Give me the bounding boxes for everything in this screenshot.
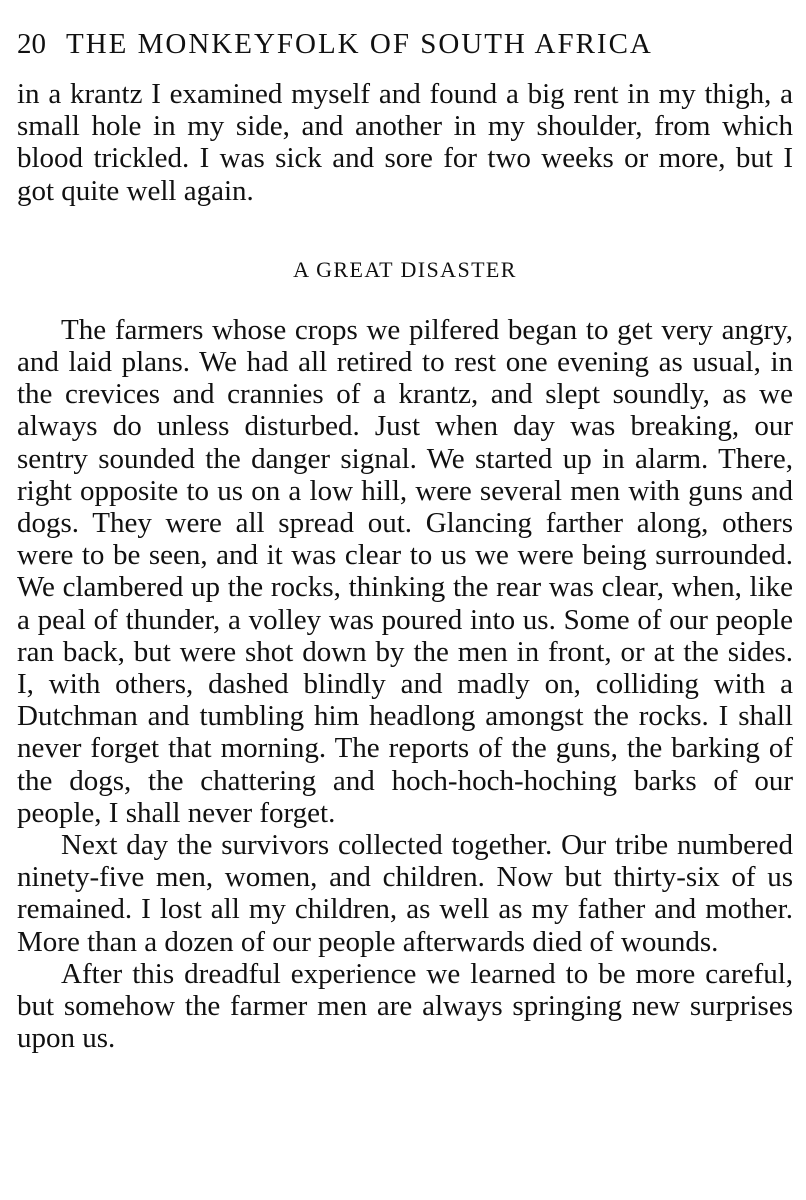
section-heading: A GREAT DISASTER [293,256,517,282]
paragraph-ambush: The farmers whose crops we pilfered began to get very angry, and laid plans. We had all retired to rest one evening as usual, in the crevices and crannies of a krantz, and slept soundly, as we always do unless disturbed. Just when day was breaking, our sentry sounded the danger signal. We started up in alarm. There, right opposite to us on a low hill, were several men with guns and dogs. They were all spread out. Glancing farther along, others were to be seen, and it was clear to us we were being surrounded. We clambered up the rocks, thinking the rear was clear, when, like a peal of thunder, a volley was poured into us. Some of our people ran back, but were shot down by the men in front, or at the sides. I, with others, dashed blindly and madly on, colliding with a Dutchman and tumbling him headlong amongst the rocks. I shall never forget that morning. The reports of the guns, the barking of the dogs, the chattering and hoch-hoch-hoching barks of our people, I shall never forget. [17,313,793,829]
book-page [17,28,793,1054]
paragraph-survivors: Next day the survivors collected together. Our tribe numbered ninety-five men, women, and children. Now but thirty-six of us remained. I lost all my children, as well as my father and mother. More than a dozen of our people afterwards died of wounds. [17,829,793,958]
book-title: THE MONKEYFOLK OF SOUTH AFRICA [66,28,653,60]
body-text [17,78,793,1054]
continued-paragraph: in a krantz I examined myself and found a big rent in my thigh, a small hole in my side, and another in my shoulder, from which blood trickled. I was sick and sore for two weeks or more, but I got quite well again. [17,78,793,207]
paragraph-aftermath: After this dreadful experience we learned to be more careful, but somehow the farmer men are always springing new surprises upon us. [17,957,793,1055]
running-head [17,28,793,78]
page-number: 20 [17,28,46,60]
